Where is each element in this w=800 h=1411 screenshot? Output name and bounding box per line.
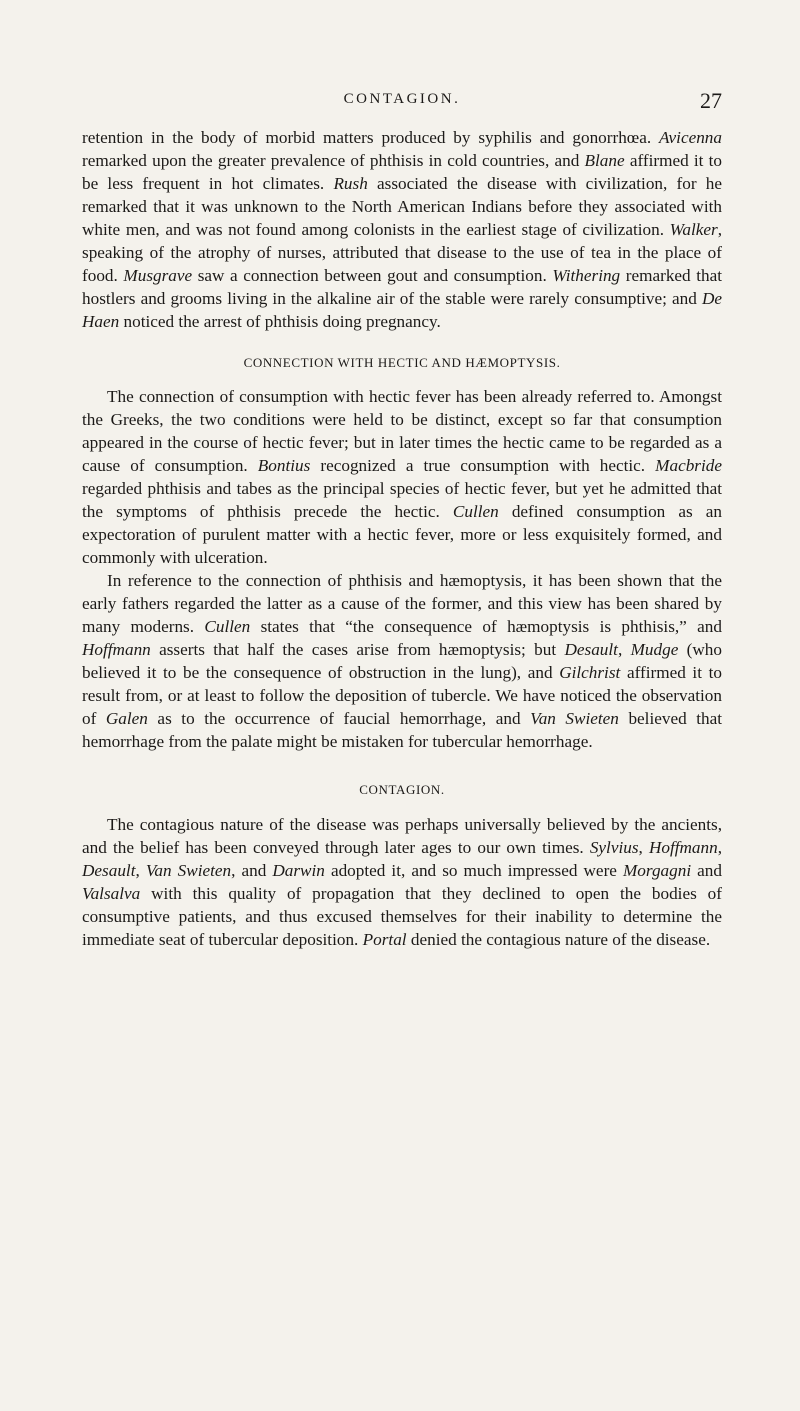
running-title: CONTAGION. [343, 91, 461, 107]
cited-name: Van Swieten [145, 861, 232, 880]
cited-name: Walker [669, 220, 718, 239]
cited-name: Cullen [452, 502, 499, 521]
cited-name: Mudge [630, 640, 679, 659]
cited-name: Hoffmann [82, 640, 151, 659]
intro-paragraph: retention in the body of morbid matters produced by syphilis and gonorrhœa. Avicenna remarked upon the greater prevalence of phthisis in cold countries, and Blane affirmed it to be less frequent in hot climates. Rush associated the disease with civilization, for he remarked that it was unknown to the North American Indians before they associated with white men, and was not found among colonists in the earliest stage of civilization. Walker, speaking of the atrophy of nurses, attributed that disease to the use of tea in the place of food. Musgrave saw a connection between gout and consumption. Withering remarked that hostlers and grooms living in the alkaline air of the stable were rarely consumptive; and De Haen noticed the arrest of phthisis doing pregnancy. [82, 128, 722, 331]
cited-name: Hoffmann [648, 838, 718, 857]
cited-name: Bontius [257, 456, 311, 475]
cited-name: Avicenna [659, 128, 722, 147]
contagion-paragraph: The contagious nature of the disease was perhaps universally believed by the ancients, and the belief has been conveyed through later ages to our own times. Sylvius, Hoffmann, Desault, Van Swieten, and Darwin adopted it, and so much impressed were Morgagni and Valsalva with this quality of propagation that they declined to open the bodies of consumptive patients, and thus excused themselves for their inability to determine the immediate seat of tubercular deposition. Portal denied the contagious nature of the disease. [82, 815, 722, 949]
cited-name: Gilchrist [559, 663, 621, 682]
cited-name: Galen [105, 709, 148, 728]
section-heading-contagion: CONTAGION. [359, 782, 445, 797]
cited-name: Morgagni [622, 861, 692, 880]
cited-name: Desault [82, 861, 136, 880]
cited-name: Sylvius [589, 838, 639, 857]
page-number: 27 [700, 88, 722, 113]
section-heading-hectic: CONNECTION WITH HECTIC AND HÆMOPTYSIS. [243, 355, 561, 370]
cited-name: Macbride [655, 456, 722, 475]
cited-name: Desault [564, 640, 618, 659]
cited-name: Withering [552, 266, 621, 285]
cited-name: Musgrave [123, 266, 193, 285]
cited-name: Van Swieten [530, 709, 619, 728]
cited-name: Cullen [204, 617, 251, 636]
cited-name: Blane [584, 151, 625, 170]
running-head [82, 88, 722, 112]
hectic-paragraph: The connection of consumption with hectic fever has been already referred to. Amongst the Greeks, the two conditions were held to be distinct, except so far that consumption appeared in the course of hectic fever; but in later times the hectic came to be regarded as a cause of consumption. Bontius recognized a true consumption with hectic. Macbride regarded phthisis and tabes as the principal species of hectic fever, but yet he admitted that the symptoms of phthisis precede the hectic. Cullen defined consumption as an expectoration of purulent matter with a hectic fever, more or less exquisitely formed, and commonly with ulceration. [82, 387, 722, 567]
cited-name: Rush [333, 174, 368, 193]
body-text [82, 126, 722, 951]
cited-name: De Haen [82, 289, 722, 331]
cited-name: Portal [362, 930, 407, 949]
cited-name: Valsalva [82, 884, 141, 903]
haemoptysis-paragraph: In reference to the connection of phthisis and hæmoptysis, it has been shown that the early fathers regarded the latter as a cause of the former, and this view has been shared by many moderns. Cullen states that “the consequence of hæmoptysis is phthisis,” and Hoffmann asserts that half the cases arise from hæmoptysis; but Desault, Mudge (who believed it to be the consequence of obstruction in the lung), and Gilchrist affirmed it to result from, or at least to follow the deposition of tubercle. We have noticed the observation of Galen as to the occurrence of faucial hemorrhage, and Van Swieten believed that hemorrhage from the palate might be mistaken for tubercular hemorrhage. [82, 571, 722, 751]
cited-name: Darwin [272, 861, 325, 880]
